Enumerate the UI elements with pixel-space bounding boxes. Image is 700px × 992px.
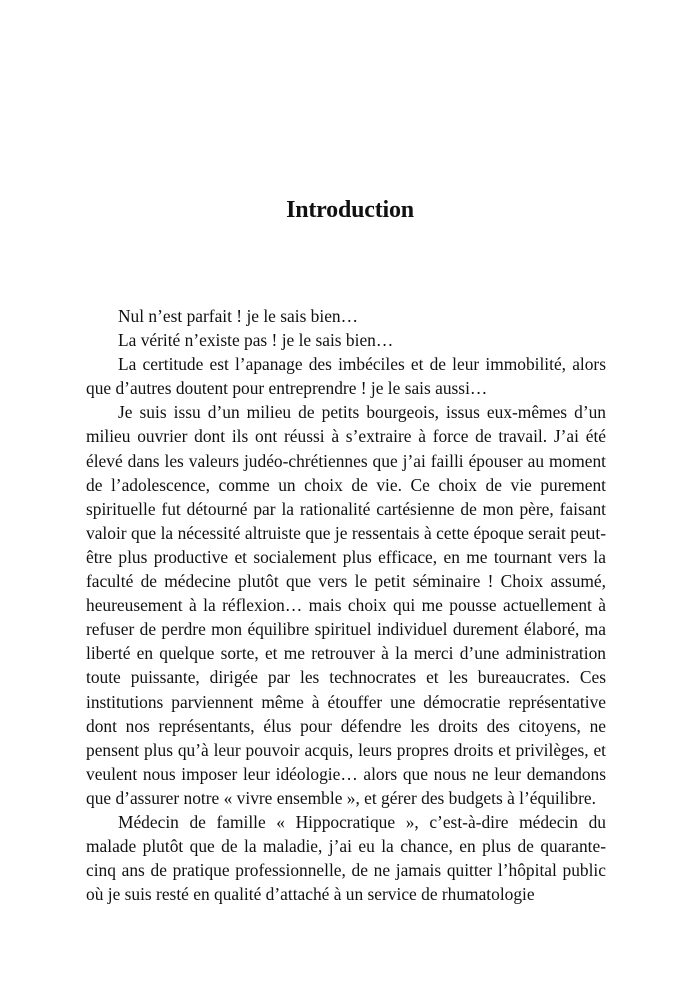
paragraph-3: La certitude est l’apanage des imbéciles et de leur immobilité, alors que d’autres doutent pour entreprendre ! je le sais aussi… xyxy=(86,354,606,399)
chapter-title: Introduction xyxy=(286,197,414,223)
paragraph-5: Médecin de famille « Hippocratique », c’est-à-dire médecin du malade plutôt que de la maladie, j’ai eu la chance, en plus de quarante-cinq ans de pratique professionnelle, de ne jamais quitter l’hôpital public où je suis resté en qualité d’attaché à un service de rhumatologie xyxy=(86,811,606,905)
paragraph-4: Je suis issu d’un milieu de petits bourgeois, issus eux-mêmes d’un milieu ouvrier dont ils ont réussi à s’extraire à force de travail. J’ai été élevé dans les valeurs judéo-chrétiennes que j’ai failli épouser au moment de l’adolescence, comme un choix de vie. Ce choix de vie purement spirituelle fut détourné par la rationalité cartésienne de mon père, faisant valoir que la nécessité altruiste que je ressentais à cette époque serait peut-être plus productive et socialement plus efficace, en me tournant vers la faculté de médecine plutôt que vers le petit séminaire ! Choix assumé, heureusement à la réflexion… mais choix qui me pousse actuellement à refuser de perdre mon équilibre spirituel individuel durement élaboré, ma liberté en quelque sorte, et me retrouver à la merci d’une administration toute puissante, dirigée par les technocrates et les bureaucrates. Ces institutions parviennent même à étouffer une démocratie représentative dont nos représentants, élus pour défendre les droits des citoyens, ne pensent plus qu’à leur pouvoir acquis, leurs propres droits et privilèges, et veulent nous imposer leur idéologie… alors que nous ne leur demandons que d’assurer notre « vivre ensemble », et gérer des budgets à l’équilibre. xyxy=(86,402,606,808)
paragraph-2: La vérité n’existe pas ! je le sais bien… xyxy=(118,330,394,351)
chapter-body xyxy=(86,304,606,906)
paragraph-1: Nul n’est parfait ! je le sais bien… xyxy=(118,306,359,326)
